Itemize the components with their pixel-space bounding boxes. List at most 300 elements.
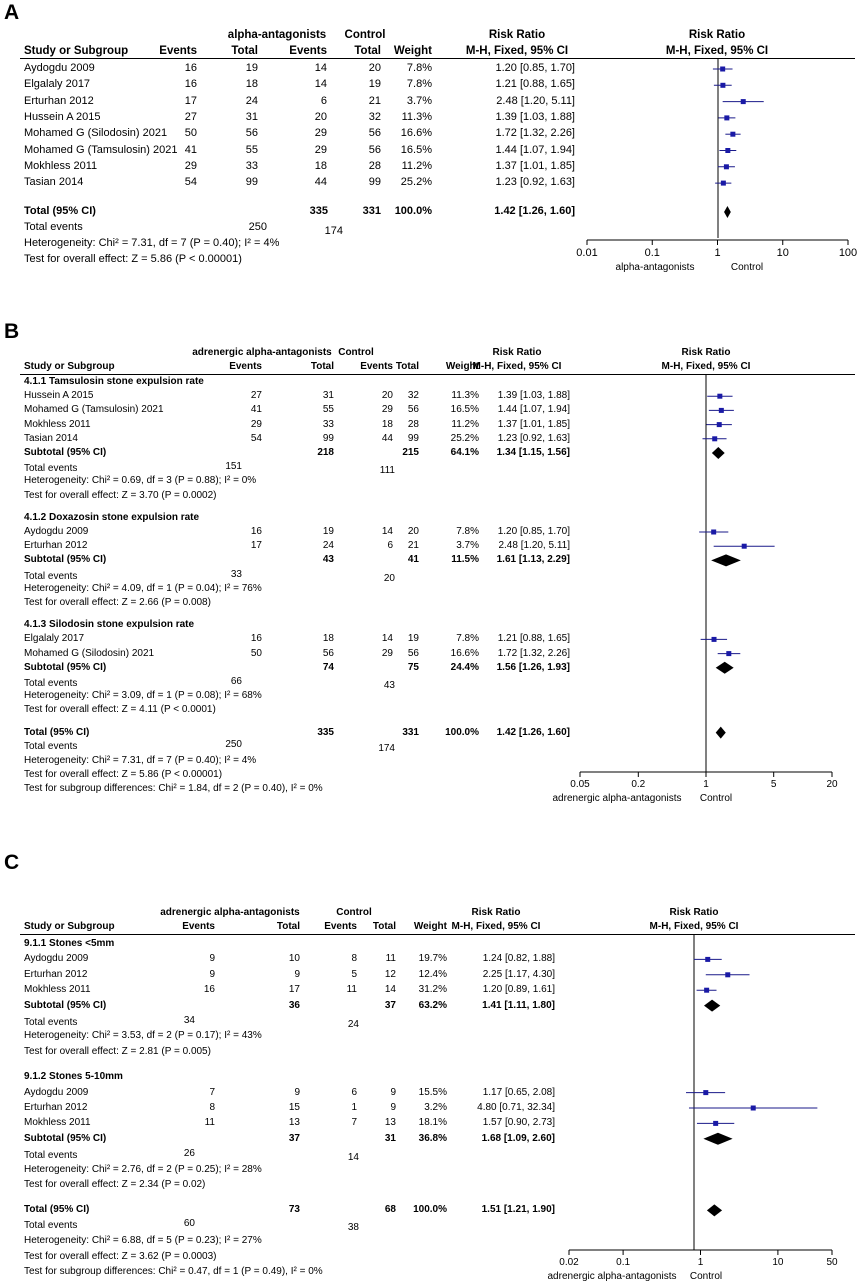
effect-marker — [720, 83, 725, 88]
total-events-label: Total events — [24, 740, 78, 752]
events2: 14 — [314, 78, 327, 91]
heterogeneity: Heterogeneity: Chi² = 0.69, df = 3 (P = 0.88); I² = 0% — [24, 475, 257, 487]
total2-sum: 331 — [362, 205, 381, 217]
subtotal2: 31 — [384, 1132, 396, 1144]
overall-effect: Test for overall effect: Z = 2.66 (P = 0.008) — [24, 597, 211, 608]
total1-header: Total — [310, 361, 334, 372]
group2-header: Control — [344, 29, 386, 41]
subtotal-weight: 64.1% — [450, 447, 479, 458]
subtotal-diamond — [703, 1133, 732, 1145]
events2: 44 — [381, 432, 393, 444]
study-name: Erturhan 2012 — [24, 1102, 88, 1113]
overall-effect: Test for overall effect: Z = 5.86 (P < 0.00001) — [24, 253, 242, 265]
axis-tick-label: 1 — [697, 1257, 704, 1268]
events2: 29 — [381, 404, 393, 416]
total-events-label: Total events — [24, 1150, 78, 1162]
heterogeneity: Heterogeneity: Chi² = 4.09, df = 1 (P = 0.04); I² = 76% — [24, 582, 262, 594]
weight: 7.8% — [406, 78, 432, 91]
subgroup-title: 9.1.2 Stones 5-10mm — [24, 1071, 123, 1083]
total1: 56 — [245, 127, 258, 140]
total-events1: 60 — [183, 1217, 195, 1229]
study-name: Erturhan 2012 — [24, 94, 94, 107]
subtotal-label: Subtotal (95% CI) — [24, 447, 107, 458]
events1: 8 — [209, 1102, 215, 1113]
total1: 13 — [288, 1117, 300, 1129]
subtotal-ci: 1.41 [1.11, 1.80] — [482, 999, 555, 1011]
weight: 3.7% — [406, 94, 432, 107]
effect-marker — [726, 651, 731, 656]
study-name: Mohamed G (Silodosin) 2021 — [24, 127, 168, 140]
risk-ratio-ci: 1.20 [0.85, 1.70] — [497, 526, 570, 537]
events2: 14 — [381, 633, 393, 645]
subgroup-title: 4.1.2 Doxazosin stone expulsion rate — [24, 511, 200, 523]
subtotal-label: Subtotal (95% CI) — [24, 554, 107, 566]
weight: 7.8% — [406, 62, 432, 74]
total2: 56 — [368, 127, 381, 140]
study-name: Mohamed G (Tamsulosin) 2021 — [24, 143, 178, 156]
weight: 31.2% — [418, 984, 447, 996]
study-name: Aydogdu 2009 — [24, 1086, 89, 1098]
subtotal-diamond — [711, 554, 741, 566]
total-events1: 33 — [230, 568, 242, 580]
total2: 21 — [407, 540, 419, 552]
events2: 29 — [314, 127, 327, 140]
subgroup-title: 4.1.3 Silodosin stone expulsion rate — [24, 619, 195, 631]
study-name: Elgalaly 2017 — [24, 78, 91, 91]
events2: 11 — [346, 984, 357, 996]
events1: 16 — [203, 984, 215, 996]
risk-ratio-ci: 1.20 [0.89, 1.61] — [482, 984, 555, 996]
method-header: M-H, Fixed, 95% CI — [472, 361, 562, 372]
total1-header: Total — [231, 45, 258, 57]
weight: 19.7% — [418, 953, 447, 965]
heterogeneity: Heterogeneity: Chi² = 3.53, df = 2 (P = 0.17); I² = 43% — [24, 1030, 262, 1042]
group2-header: Control — [336, 907, 372, 918]
study-name: Hussein A 2015 — [24, 110, 101, 123]
weight-header: Weight — [445, 361, 479, 372]
weight: 3.7% — [456, 540, 479, 552]
effect-marker — [719, 408, 724, 413]
total-events-label: Total events — [24, 678, 78, 689]
rr-header: Risk Ratio — [488, 29, 546, 41]
total2: 20 — [407, 526, 419, 537]
heterogeneity: Heterogeneity: Chi² = 7.31, df = 7 (P = 0.40); I² = 4% — [24, 755, 257, 766]
total-label: Total (95% CI) — [24, 1204, 90, 1216]
total1: 18 — [322, 633, 334, 645]
weight: 16.6% — [450, 647, 479, 659]
overall-effect: Test for overall effect: Z = 3.70 (P = 0.0002) — [24, 489, 217, 501]
effect-marker — [703, 1090, 708, 1095]
study-name: Tasian 2014 — [24, 176, 84, 189]
total2: 11 — [385, 953, 396, 965]
events2: 18 — [314, 159, 327, 172]
events1-header: Events — [229, 361, 262, 372]
risk-ratio-ci: 1.17 [0.65, 2.08] — [482, 1086, 555, 1098]
subtotal1: 37 — [288, 1132, 300, 1144]
subtotal-weight: 24.4% — [450, 661, 479, 673]
events2-header: Events — [360, 361, 393, 372]
events1: 16 — [184, 78, 197, 91]
subtotal-weight: 11.5% — [451, 554, 479, 566]
total-diamond — [716, 727, 726, 739]
subtotal2: 75 — [407, 661, 419, 673]
total1: 99 — [322, 432, 334, 444]
study-name: Tasian 2014 — [24, 432, 78, 444]
total2: 99 — [407, 432, 419, 444]
total2: 28 — [368, 159, 381, 172]
total2: 9 — [390, 1086, 396, 1098]
events1: 7 — [209, 1086, 215, 1098]
events2: 5 — [351, 968, 357, 980]
subtotal-ci: 1.56 [1.26, 1.93] — [496, 661, 570, 673]
events1: 54 — [250, 432, 262, 444]
events1-header: Events — [182, 921, 215, 932]
study-name: Mokhless 2011 — [24, 159, 98, 172]
total1: 15 — [288, 1102, 300, 1113]
weight: 25.2% — [400, 176, 432, 189]
study-name: Hussein A 2015 — [24, 390, 94, 402]
subgroup-differences: Test for subgroup differences: Chi² = 1.84, df = 2 (P = 0.40), I² = 0% — [24, 783, 323, 795]
effect-marker — [712, 436, 717, 441]
subtotal2: 215 — [402, 447, 419, 458]
subtotal-ci: 1.61 [1.13, 2.29] — [496, 554, 570, 566]
total2: 21 — [368, 94, 381, 107]
events2: 6 — [387, 540, 393, 552]
study-col-header: Study or Subgroup — [24, 45, 129, 57]
events1: 41 — [184, 143, 197, 156]
study-name: Aydogdu 2009 — [24, 62, 95, 74]
total-events1: 26 — [183, 1148, 195, 1160]
study-col-header: Study or Subgroup — [24, 921, 115, 932]
events2: 6 — [320, 94, 327, 107]
total2: 32 — [368, 110, 381, 123]
study-name: Mokhless 2011 — [24, 984, 91, 996]
events2: 44 — [314, 176, 327, 189]
total2: 32 — [407, 390, 419, 402]
subtotal-weight: 36.8% — [418, 1132, 447, 1144]
total-events1: 34 — [183, 1015, 195, 1026]
rr-header: Risk Ratio — [492, 347, 542, 358]
total1: 19 — [245, 62, 258, 74]
total1: 33 — [322, 418, 334, 430]
risk-ratio-ci: 1.72 [1.32, 2.26] — [495, 127, 575, 140]
group1-header: adrenergic alpha-antagonists — [160, 907, 300, 918]
total-events1: 66 — [230, 676, 242, 687]
events1: 9 — [209, 968, 215, 980]
heterogeneity: Heterogeneity: Chi² = 6.88, df = 5 (P = 0.23); I² = 27% — [24, 1235, 262, 1247]
axis-tick-label: 0.1 — [616, 1257, 631, 1268]
total1: 56 — [322, 647, 334, 659]
total1: 33 — [245, 159, 258, 172]
total-events1: 151 — [225, 461, 242, 473]
weight: 11.3% — [401, 110, 432, 123]
overall-effect: Test for overall effect: Z = 2.34 (P = 0.02) — [24, 1179, 206, 1190]
events1: 16 — [184, 62, 197, 74]
effect-marker — [721, 181, 726, 186]
plot-title: Risk Ratio — [669, 907, 719, 918]
events2: 29 — [381, 647, 393, 659]
subgroup-title: 4.1.1 Tamsulosin stone expulsion rate — [24, 376, 204, 387]
study-name: Mokhless 2011 — [24, 1117, 91, 1129]
total1: 19 — [322, 526, 334, 537]
total2-header: Total — [354, 45, 381, 57]
risk-ratio-ci: 1.20 [0.85, 1.70] — [495, 62, 575, 74]
total-events2: 174 — [378, 742, 395, 754]
subtotal-diamond — [704, 1000, 720, 1012]
total-events-label: Total events — [24, 570, 78, 582]
risk-ratio-ci: 2.48 [1.20, 5.11] — [498, 540, 570, 552]
study-name: Mohamed G (Silodosin) 2021 — [24, 647, 155, 659]
events2: 8 — [351, 953, 357, 965]
effect-marker — [730, 132, 735, 137]
total-events2: 111 — [379, 465, 395, 477]
effect-marker — [742, 544, 747, 549]
axis-tick-label: 100 — [838, 247, 858, 259]
subtotal2: 37 — [384, 999, 396, 1011]
total2: 20 — [368, 62, 381, 74]
total-diamond — [707, 1204, 722, 1216]
weight: 7.8% — [456, 526, 479, 537]
risk-ratio-ci: 1.44 [1.07, 1.94] — [497, 404, 570, 416]
subtotal-label: Subtotal (95% CI) — [24, 661, 107, 673]
weight: 25.2% — [450, 432, 479, 444]
events2: 29 — [314, 143, 327, 156]
subtotal1: 36 — [288, 999, 300, 1011]
events1-header: Events — [159, 45, 197, 57]
weight: 16.6% — [400, 127, 432, 140]
total-ci: 1.42 [1.26, 1.60] — [494, 205, 575, 217]
axis-right-label: Control — [730, 262, 764, 273]
total1: 31 — [245, 110, 258, 123]
overall-effect: Test for overall effect: Z = 3.62 (P = 0.0003) — [24, 1250, 217, 1262]
events1: 29 — [184, 159, 197, 172]
risk-ratio-ci: 1.23 [0.92, 1.63] — [497, 432, 570, 444]
events1: 41 — [250, 404, 262, 416]
effect-marker — [705, 957, 710, 962]
plot-title: Risk Ratio — [688, 29, 746, 41]
axis-left-label: adrenergic alpha-antagonists — [547, 1271, 677, 1282]
events2: 14 — [381, 526, 393, 537]
axis-right-label: Control — [689, 1271, 723, 1282]
subtotal2: 41 — [407, 554, 419, 566]
weight: 18.1% — [418, 1117, 447, 1129]
risk-ratio-ci: 1.21 [0.88, 1.65] — [495, 78, 575, 91]
weight: 11.2% — [451, 418, 479, 430]
total1: 18 — [245, 78, 258, 91]
weight: 12.4% — [418, 968, 447, 980]
events2: 20 — [381, 390, 393, 402]
total-events2: 43 — [383, 680, 395, 691]
weight-header: Weight — [413, 921, 447, 932]
study-col-header: Study or Subgroup — [24, 361, 115, 372]
risk-ratio-ci: 4.80 [0.71, 32.34] — [477, 1102, 555, 1113]
risk-ratio-ci: 1.39 [1.03, 1.88] — [497, 390, 570, 402]
panel-label-b: B — [4, 320, 20, 343]
total2: 56 — [407, 647, 419, 659]
total-label: Total (95% CI) — [24, 205, 96, 217]
subgroup-title: 9.1.1 Stones <5mm — [24, 938, 115, 949]
events2: 1 — [351, 1102, 357, 1113]
weight: 7.8% — [456, 633, 479, 645]
weight: 16.5% — [450, 404, 479, 416]
axis-tick-label: 5 — [770, 779, 777, 790]
total-events2: 38 — [347, 1221, 359, 1233]
subtotal-weight: 63.2% — [418, 999, 447, 1011]
group1-header: alpha-antagonists — [227, 29, 327, 41]
events2: 14 — [314, 62, 327, 74]
rr-header: Risk Ratio — [471, 907, 521, 918]
total-events-label: Total events — [24, 463, 78, 475]
subtotal-label: Subtotal (95% CI) — [24, 999, 107, 1011]
total2-sum: 331 — [402, 726, 419, 738]
study-name: Elgalaly 2017 — [24, 633, 85, 645]
panel-label-a: A — [4, 1, 20, 24]
total2: 19 — [407, 633, 419, 645]
events1: 17 — [250, 540, 262, 552]
weight-sum: 100.0% — [394, 205, 432, 217]
total-events2: 24 — [347, 1019, 359, 1030]
axis-right-label: Control — [699, 793, 733, 804]
axis-tick-label: 0.01 — [576, 247, 598, 259]
effect-marker — [717, 422, 722, 427]
total1-sum: 335 — [317, 726, 334, 738]
effect-marker — [724, 164, 729, 169]
plot-method-header: M-H, Fixed, 95% CI — [649, 921, 739, 932]
total1: 17 — [288, 984, 300, 996]
plot-method-header: M-H, Fixed, 95% CI — [661, 361, 751, 372]
group1-header: adrenergic alpha-antagonists — [192, 347, 332, 358]
axis-tick-label: 20 — [826, 779, 838, 790]
events1: 9 — [209, 953, 215, 965]
events2: 18 — [381, 418, 393, 430]
axis-tick-label: 10 — [772, 1257, 784, 1268]
total1: 9 — [294, 1086, 300, 1098]
total-events-label: Total events — [24, 1219, 78, 1231]
events1: 27 — [184, 110, 197, 123]
risk-ratio-ci: 1.23 [0.92, 1.63] — [495, 176, 575, 189]
total1-sum: 73 — [288, 1204, 300, 1216]
effect-marker — [713, 1121, 718, 1126]
effect-marker — [712, 637, 717, 642]
total2: 14 — [384, 984, 396, 996]
total2: 56 — [368, 143, 381, 156]
total-ci: 1.51 [1.21, 1.90] — [481, 1204, 555, 1216]
subtotal-label: Subtotal (95% CI) — [24, 1132, 107, 1144]
total2-header: Total — [395, 361, 419, 372]
total1: 31 — [322, 390, 334, 402]
events1: 16 — [250, 526, 262, 537]
overall-effect: Test for overall effect: Z = 4.11 (P < 0.0001) — [24, 704, 216, 716]
total2: 99 — [368, 176, 381, 189]
total-events1: 250 — [248, 221, 267, 233]
risk-ratio-ci: 1.37 [1.01, 1.85] — [497, 418, 570, 430]
total2: 56 — [407, 404, 419, 416]
risk-ratio-ci: 1.24 [0.82, 1.88] — [482, 953, 555, 965]
subtotal1: 43 — [322, 554, 334, 566]
risk-ratio-ci: 1.39 [1.03, 1.88] — [495, 110, 575, 123]
total-events2: 20 — [383, 572, 395, 584]
events1: 16 — [250, 633, 262, 645]
total2: 9 — [390, 1102, 396, 1113]
risk-ratio-ci: 2.25 [1.17, 4.30] — [482, 968, 555, 980]
total-diamond — [724, 206, 731, 218]
axis-tick-label: 10 — [776, 247, 789, 259]
heterogeneity: Heterogeneity: Chi² = 7.31, df = 7 (P = 0.40); I² = 4% — [24, 237, 280, 249]
total-events2: 14 — [347, 1152, 359, 1164]
risk-ratio-ci: 1.57 [0.90, 2.73] — [482, 1117, 555, 1129]
total1: 24 — [245, 94, 258, 107]
events1: 27 — [250, 390, 262, 402]
effect-marker — [725, 972, 730, 977]
events2: 6 — [351, 1086, 357, 1098]
weight: 11.3% — [451, 390, 479, 402]
total1: 55 — [245, 143, 258, 156]
events1: 29 — [250, 418, 262, 430]
panel-label-c: C — [4, 851, 20, 874]
events1: 11 — [204, 1117, 215, 1129]
total1-header: Total — [276, 921, 300, 932]
study-name: Aydogdu 2009 — [24, 526, 89, 537]
axis-tick-label: 0.02 — [559, 1257, 579, 1268]
events2: 7 — [351, 1117, 357, 1129]
subtotal1: 218 — [317, 447, 334, 458]
weight: 11.2% — [401, 159, 432, 172]
effect-marker — [724, 115, 729, 120]
events1: 54 — [184, 176, 197, 189]
total2-header: Total — [372, 921, 396, 932]
group2-header: Control — [338, 347, 374, 358]
total1: 99 — [245, 176, 258, 189]
events1: 17 — [184, 94, 197, 107]
subtotal-ci: 1.34 [1.15, 1.56] — [496, 447, 570, 458]
events2-header: Events — [324, 921, 357, 932]
method-header: M-H, Fixed, 95% CI — [451, 921, 541, 932]
overall-effect: Test for overall effect: Z = 2.81 (P = 0.005) — [24, 1045, 211, 1057]
total-events2: 174 — [324, 225, 343, 237]
study-name: Aydogdu 2009 — [24, 953, 89, 965]
total-events-label: Total events — [24, 221, 83, 233]
plot-title: Risk Ratio — [681, 347, 731, 358]
weight: 15.5% — [418, 1086, 447, 1098]
events2-header: Events — [289, 45, 327, 57]
risk-ratio-ci: 1.21 [0.88, 1.65] — [497, 633, 570, 645]
risk-ratio-ci: 1.72 [1.32, 2.26] — [497, 647, 570, 659]
study-name: Erturhan 2012 — [24, 968, 88, 980]
effect-marker — [717, 394, 722, 399]
total-ci: 1.42 [1.26, 1.60] — [496, 726, 570, 738]
risk-ratio-ci: 2.48 [1.20, 5.11] — [496, 94, 575, 107]
effect-marker — [751, 1106, 756, 1111]
total2: 19 — [368, 78, 381, 91]
overall-effect: Test for overall effect: Z = 5.86 (P < 0.00001) — [24, 769, 223, 781]
total2: 28 — [407, 418, 419, 430]
total1: 24 — [322, 540, 334, 552]
study-name: Mohamed G (Tamsulosin) 2021 — [24, 404, 164, 416]
events2: 20 — [314, 110, 327, 123]
subtotal1: 74 — [322, 661, 334, 673]
total2-sum: 68 — [384, 1204, 396, 1216]
axis-tick-label: 0.2 — [631, 779, 646, 790]
axis-tick-label: 0.05 — [570, 779, 590, 790]
total2: 13 — [384, 1117, 396, 1129]
total-events1: 250 — [225, 738, 242, 750]
effect-marker — [741, 99, 746, 104]
total1: 9 — [294, 968, 300, 980]
axis-tick-label: 50 — [826, 1257, 838, 1268]
total-events-label: Total events — [24, 1017, 78, 1028]
effect-marker — [704, 988, 709, 993]
total1: 10 — [288, 953, 300, 965]
